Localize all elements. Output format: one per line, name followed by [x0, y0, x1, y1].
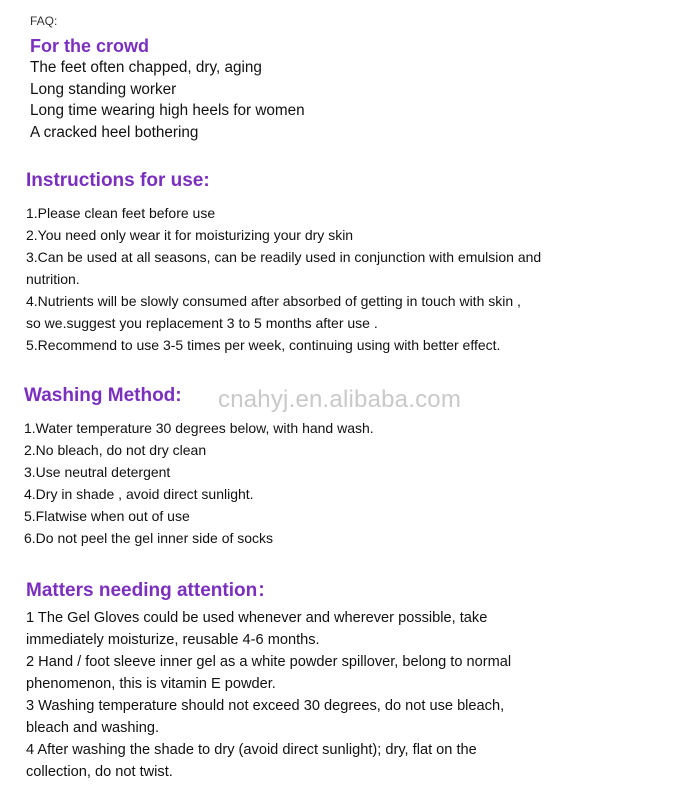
- crowd-line: Long standing worker: [30, 81, 177, 98]
- crowd-heading: For the crowd: [30, 36, 150, 56]
- instructions-line: 4.Nutrients will be slowly consumed after absorbed of getting in touch with skin ,: [26, 293, 521, 309]
- matters-line: 1 The Gel Gloves could be used whenever and wherever possible, take: [26, 610, 488, 626]
- instructions-line: 2.You need only wear it for moisturizing your dry skin: [26, 227, 354, 243]
- washing-line: 1.Water temperature 30 degrees below, with hand wash.: [24, 420, 374, 436]
- crowd-line: Long time wearing high heels for women: [30, 102, 305, 119]
- crowd-line: The feet often chapped, dry, aging: [30, 59, 262, 76]
- matters-heading: Matters needing attention：: [26, 580, 277, 601]
- crowd-line: A cracked heel bothering: [30, 124, 199, 141]
- washing-line: 2.No bleach, do not dry clean: [24, 442, 207, 458]
- instructions-heading: Instructions for use:: [26, 170, 210, 191]
- instructions-line: 5.Recommend to use 3-5 times per week, continuing using with better effect.: [26, 337, 501, 353]
- watermark-text: cnahyj.en.alibaba.com: [218, 386, 462, 413]
- washing-line: 3.Use neutral detergent: [24, 464, 171, 480]
- instructions-line: so we.suggest you replacement 3 to 5 months after use .: [26, 315, 378, 331]
- matters-line: 3 Washing temperature should not exceed 30 degrees, do not use bleach,: [26, 698, 505, 714]
- instructions-line: nutrition.: [26, 271, 80, 287]
- faq-label: FAQ:: [30, 14, 58, 28]
- matters-line: 2 Hand / foot sleeve inner gel as a white powder spillover, belong to normal: [26, 654, 512, 670]
- matters-line: 4 After washing the shade to dry (avoid direct sunlight); dry, flat on the: [26, 742, 477, 758]
- washing-line: 6.Do not peel the gel inner side of socks: [24, 530, 274, 546]
- instructions-line: 1.Please clean feet before use: [26, 205, 216, 221]
- matters-line: phenomenon, this is vitamin E powder.: [26, 676, 276, 692]
- instructions-line: 3.Can be used at all seasons, can be readily used in conjunction with emulsion and: [26, 249, 542, 265]
- washing-line: 4.Dry in shade , avoid direct sunlight.: [24, 486, 254, 502]
- matters-line: immediately moisturize, reusable 4-6 months.: [26, 632, 320, 648]
- matters-line: collection, do not twist.: [26, 764, 173, 780]
- washing-line: 5.Flatwise when out of use: [24, 508, 190, 524]
- washing-heading: Washing Method:: [24, 385, 182, 406]
- matters-line: bleach and washing.: [26, 720, 160, 736]
